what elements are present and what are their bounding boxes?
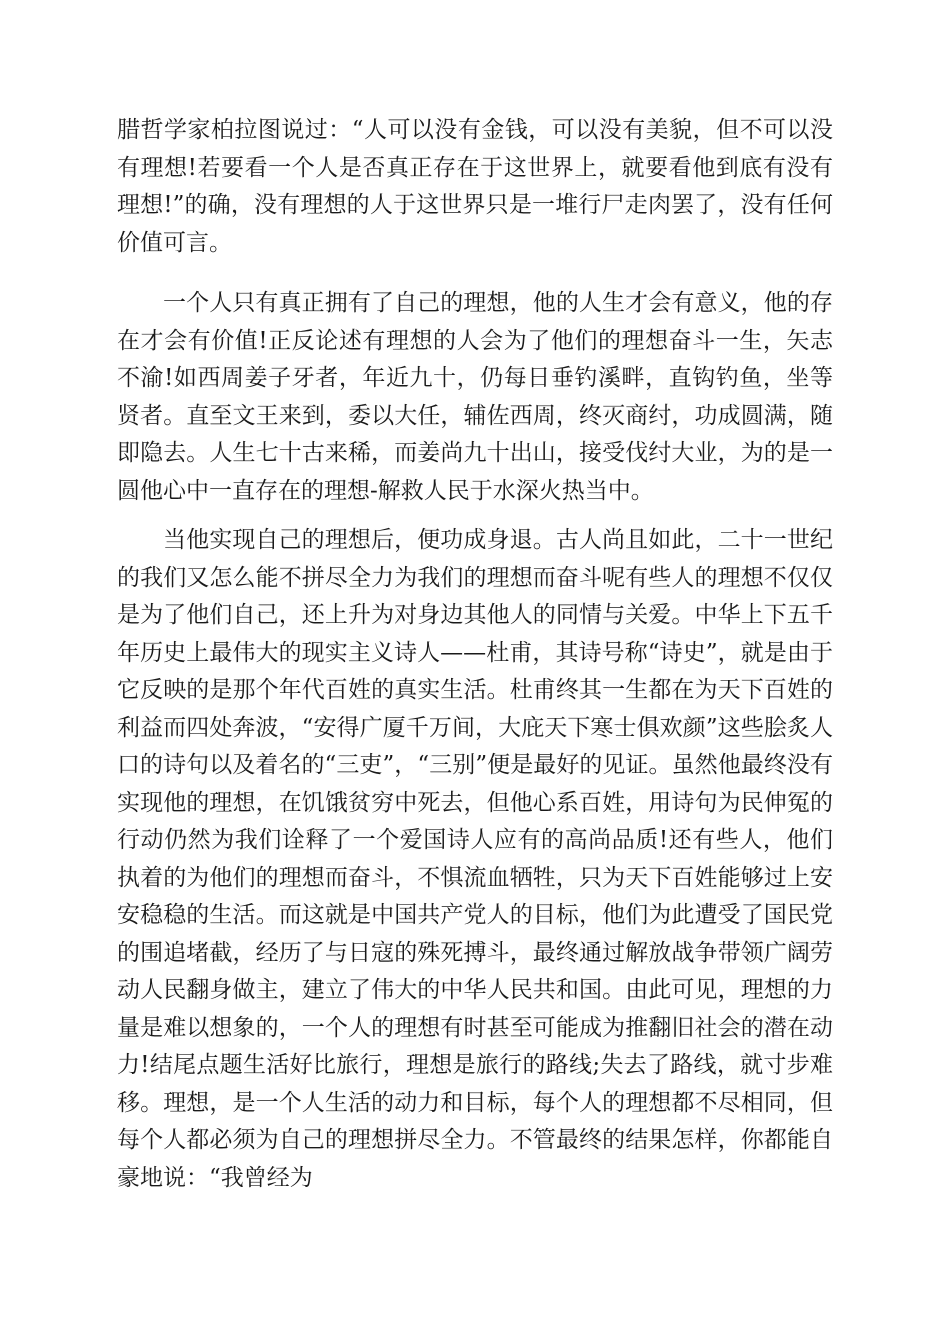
paragraph-du-fu-and-conclusion: 当他实现自己的理想后，便功成身退。古人尚且如此，二十一世纪的我们又怎么能不拼尽全力为我们的理想而奋斗呢有些人的理想不仅仅是为了他们自己，还上升为对身边其他人的同情与关爱。中华上下五千年历史上最伟大的现实主义诗人——杜甫，其诗号称“诗史”，就是由于它反映的是那个年代百姓的真实生活。杜甫终其一生都在为天下百姓的利益而四处奔波，“安得广厦千万间，大庇天下寒士俱欢颜”这些脍炙人口的诗句以及着名的“三吏”，“三别”便是最好的见证。虽然他最终没有实现他的理想，在饥饿贫穷中死去，但他心系百姓，用诗句为民伸冤的行动仍然为我们诠释了一个爱国诗人应有的高尚品质!还有些人，他们执着的为他们的理想而奋斗，不惧流血牺牲，只为天下百姓能够过上安安稳稳的生活。而这就是中国共产党人的目标，他们为此遭受了国民党的围追堵截，经历了与日寇的殊死搏斗，最终通过解放战争带领广阔劳动人民翻身做主，建立了伟大的中华人民共和国。由此可见，理想的力量是难以想象的，一个人的理想有时甚至可能成为推翻旧社会的潜在动力!结尾点题生活好比旅行，理想是旅行的路线;失去了路线，就寸步难移。理想，是一个人生活的动力和目标，每个人的理想都不尽相同，但每个人都必须为自己的理想拼尽全力。不管最终的结果怎样，你都能自豪地说：“我曾经为 — [117, 527, 833, 1191]
paragraph-jiang-ziya: 一个人只有真正拥有了自己的理想，他的人生才会有意义，他的存在才会有价值!正反论述有理想的人会为了他们的理想奋斗一生，矢志不渝!如西周姜子牙者，年近九十，仍每日垂钓溪畔，直钩钓鱼，坐等贤者。直至文王来到，委以大任，辅佐西周，终灭商纣，功成圆满，随即隐去。人生七十古来稀，而姜尚九十出山，接受伐纣大业，为的是一圆他心中一直存在的理想-解救人民于水深火热当中。 — [117, 290, 833, 504]
paragraph-plato-quote: 腊哲学家柏拉图说过：“人可以没有金钱，可以没有美貌，但不可以没有理想!若要看一个人是否真正存在于这世界上，就要看他到底有没有理想!”的确，没有理想的人于这世界只是一堆行尸走肉罢了，没有任何价值可言。 — [117, 117, 833, 256]
